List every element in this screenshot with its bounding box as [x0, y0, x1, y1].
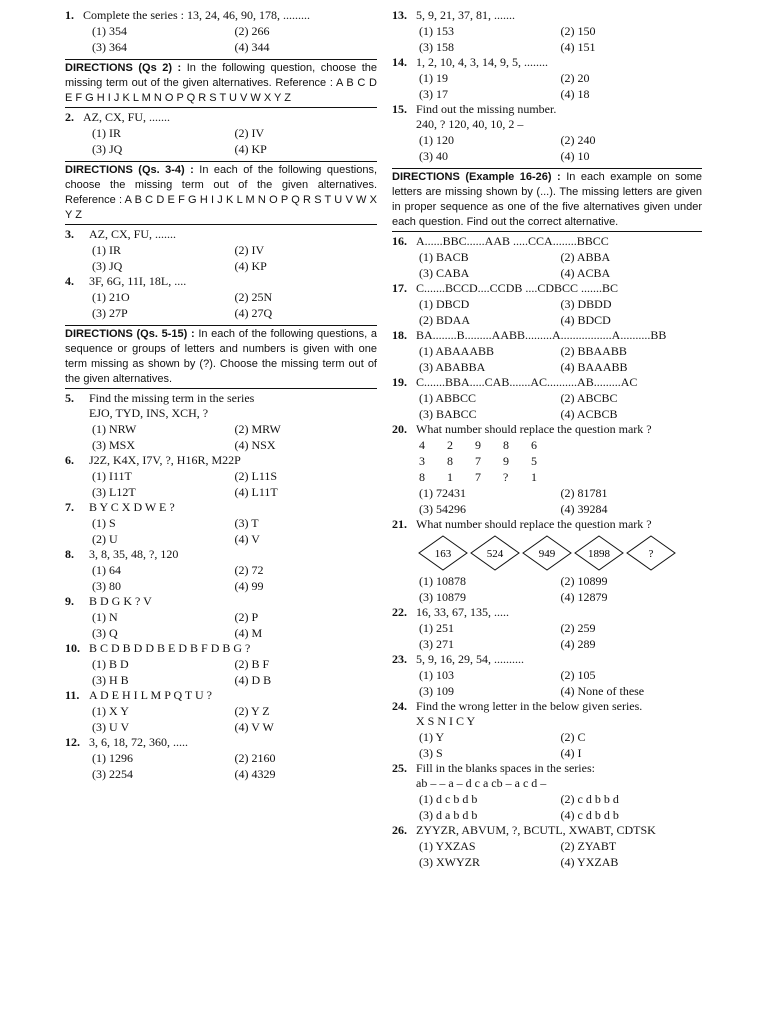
question-14 [392, 55, 702, 102]
question-12 [65, 735, 377, 782]
grid-cell: 5 [531, 454, 537, 468]
question-15 [392, 102, 702, 164]
diamond-label: 1898 [588, 548, 610, 560]
question-4 [65, 274, 377, 321]
option: (3) JQ [92, 259, 123, 273]
option: (1) 19 [419, 71, 448, 85]
options [392, 249, 702, 281]
options [392, 620, 702, 652]
option: (4) 151 [560, 40, 596, 54]
directions-q2 [65, 59, 377, 108]
option: (3) 10879 [419, 590, 466, 604]
question-23 [392, 652, 702, 699]
option: (3) 109 [419, 684, 454, 698]
option: (4) 289 [560, 637, 596, 651]
grid-cell: 4 [419, 438, 425, 452]
option: (2) 20 [560, 71, 590, 85]
question-8 [65, 547, 377, 594]
option: (2) 150 [560, 24, 596, 38]
option: (1) 10878 [419, 574, 466, 588]
option: (3) MSX [92, 438, 136, 452]
options [65, 125, 377, 157]
options [65, 703, 377, 735]
option: (3) XWYZR [419, 855, 480, 869]
option: (3) d a b d b [419, 808, 478, 822]
option: (2) 81781 [560, 486, 608, 500]
option: (3) T [234, 516, 259, 530]
option: (3) CABA [419, 266, 470, 280]
question-number: 12. [65, 735, 80, 749]
question-10 [65, 641, 377, 688]
options [65, 562, 377, 594]
question-number: 22. [392, 605, 407, 619]
option: (3) 271 [419, 637, 454, 651]
diamond-label: 949 [538, 548, 556, 560]
options [392, 23, 702, 55]
options [392, 132, 702, 164]
question-17 [392, 281, 702, 328]
question-number: 25. [392, 761, 407, 775]
option: (3) JQ [92, 142, 123, 156]
question-number: 17. [392, 281, 407, 295]
option: (4) KP [234, 259, 267, 273]
option: (1) 153 [419, 24, 454, 38]
diamond-label: 524 [486, 548, 504, 560]
directions-text: In each of the following questions, a sequence or groups of letters and numbers is given with one term missing as shown by (?). Choose the missing term out of the given alternatives. [65, 328, 377, 385]
options [392, 70, 702, 102]
question-sub: X S N I C Y [416, 714, 476, 728]
question-sub: 240, ? 120, 40, 10, 2 – [416, 117, 524, 131]
question-sub: ab – – a – d c a cb – a c d – [416, 776, 547, 790]
option: (3) BABCC [419, 407, 477, 421]
option: (2) P [234, 610, 259, 624]
option: (3) H B [92, 673, 129, 687]
option: (4) 12879 [560, 590, 608, 604]
option: (2) 266 [234, 24, 270, 38]
option: (1) ABBCC [419, 391, 477, 405]
option: (4) ACBCB [560, 407, 618, 421]
question-stem: B Y C X D W E ? [89, 500, 175, 514]
option: (4) 27Q [234, 306, 273, 320]
question-number: 4. [65, 274, 74, 288]
option: (1) I11T [92, 469, 132, 483]
options [392, 838, 702, 870]
options [65, 515, 377, 547]
question-number: 20. [392, 422, 407, 436]
option: (4) L11T [234, 485, 278, 499]
question-3 [65, 227, 377, 274]
right-column [392, 8, 702, 870]
option: (2) BDAA [419, 313, 470, 327]
question-sub: EJO, TYD, INS, XCH, ? [89, 406, 209, 420]
directions-text: In each example on some letters are missing shown by (...). The missing letters are given in proper sequence as one of the five alternatives given under each question. Find out the correct alternative. [392, 171, 702, 228]
option: (4) V [234, 532, 260, 546]
question-1 [65, 8, 377, 55]
option: (3) 27P [92, 306, 128, 320]
option: (3) L12T [92, 485, 136, 499]
directions-text: In the following question, choose the missing term out of the given alternatives. Reference : A B C D E F G H I J K L M N O P Q R S T U V W X Y Z [65, 62, 377, 104]
option: (2) 2160 [234, 751, 276, 765]
option: (4) 18 [560, 87, 590, 101]
question-22 [392, 605, 702, 652]
question-stem: ZYYZR, ABVUM, ?, BCUTL, XWABT, CDTSK [416, 823, 656, 837]
question-16 [392, 234, 702, 281]
question-stem: Complete the series : 13, 24, 46, 90, 178, ......... [83, 8, 310, 22]
option: (4) ACBA [560, 266, 611, 280]
grid-cell: 9 [475, 438, 481, 452]
grid-cell: ? [503, 470, 509, 484]
option: (4) V W [234, 720, 274, 734]
question-20 [392, 422, 702, 517]
directions-q5-15 [65, 325, 377, 389]
question-stem: Find out the missing number. [416, 102, 557, 116]
question-number: 2. [65, 110, 74, 124]
question-number: 14. [392, 55, 407, 69]
option: (1) S [92, 516, 116, 530]
grid-cell: 2 [447, 438, 453, 452]
option: (4) 10 [560, 149, 590, 163]
options [65, 421, 377, 453]
option: (3) 364 [92, 40, 127, 54]
options [65, 289, 377, 321]
question-stem: 5, 9, 21, 37, 81, ....... [416, 8, 515, 22]
option: (3) Q [92, 626, 118, 640]
question-number: 21. [392, 517, 407, 531]
directions-text: In each of the following questions, choose the missing term out of the given alternatives. Reference : A B C D E F G H I J K L M N O P Q R S T U V W X Y Z [65, 164, 377, 221]
option: (2) MRW [234, 422, 281, 436]
option: (2) B F [234, 657, 270, 671]
option: (3) 158 [419, 40, 454, 54]
option: (3) 80 [92, 579, 121, 593]
option: (1) 21O [92, 290, 130, 304]
question-stem: A......BBC......AAB .....CCA........BBCC [416, 234, 609, 248]
question-number: 15. [392, 102, 407, 116]
question-11 [65, 688, 377, 735]
question-24 [392, 699, 702, 761]
question-stem: What number should replace the question mark ? [416, 422, 652, 436]
options [65, 242, 377, 274]
question-number: 13. [392, 8, 407, 22]
option: (1) 103 [419, 668, 454, 682]
directions-q3-4 [65, 161, 377, 225]
option: (1) DBCD [419, 297, 470, 311]
question-stem: 1, 2, 10, 4, 3, 14, 9, 5, ........ [416, 55, 548, 69]
question-5 [65, 391, 377, 453]
option: (3) 40 [419, 149, 448, 163]
grid-cell: 1 [531, 470, 537, 484]
option: (4) c d b d b [560, 808, 619, 822]
diamond-shape [470, 535, 520, 571]
option: (2) 240 [560, 133, 596, 147]
option: (1) NRW [92, 422, 137, 436]
option: (1) YXZAS [419, 839, 476, 853]
grid-cell: 7 [475, 470, 481, 484]
option: (1) X Y [92, 704, 129, 718]
question-13 [392, 8, 702, 55]
option: (3) 17 [419, 87, 448, 101]
question-stem: J2Z, K4X, I7V, ?, H16R, M22P [89, 453, 241, 467]
diamond-shape [626, 535, 676, 571]
question-2 [65, 110, 377, 157]
question-number: 1. [65, 8, 74, 22]
question-stem: What number should replace the question mark ? [416, 517, 652, 531]
option: (3) S [419, 746, 443, 760]
option: (2) c d b b d [560, 792, 619, 806]
question-number: 9. [65, 594, 74, 608]
question-stem: BA........B.........AABB.........A.................A..........BB [416, 328, 667, 342]
diamond-sequence [392, 535, 702, 571]
option: (4) 39284 [560, 502, 608, 516]
option: (1) 120 [419, 133, 454, 147]
grid-cell: 8 [419, 470, 425, 484]
question-stem: 5, 9, 16, 29, 54, .......... [416, 652, 524, 666]
options [392, 573, 702, 605]
option: (1) IR [92, 243, 121, 257]
directions-heading: DIRECTIONS (Qs. 5-15) : [65, 328, 195, 340]
question-stem: 3, 6, 18, 72, 360, ..... [89, 735, 188, 749]
question-stem: Fill in the blanks spaces in the series: [416, 761, 595, 775]
question-7 [65, 500, 377, 547]
option: (4) NSX [234, 438, 276, 452]
grid-cell: 8 [503, 438, 509, 452]
left-column [65, 8, 377, 782]
option: (1) BACB [419, 250, 469, 264]
option: (2) BBAABB [560, 344, 627, 358]
option: (2) 105 [560, 668, 596, 682]
option: (1) ABAAABB [419, 344, 495, 358]
diamond-label: 163 [434, 548, 452, 560]
option: (2) IV [234, 126, 265, 140]
option: (4) 99 [234, 579, 264, 593]
options [392, 729, 702, 761]
option: (2) IV [234, 243, 265, 257]
question-25 [392, 761, 702, 823]
option: (4) I [560, 746, 582, 760]
option: (2) 10899 [560, 574, 608, 588]
options [392, 667, 702, 699]
option: (4) BAAABB [560, 360, 628, 374]
option: (4) D B [234, 673, 272, 687]
options [392, 343, 702, 375]
option: (4) M [234, 626, 263, 640]
option: (2) ABBA [560, 250, 611, 264]
question-stem: Find the missing term in the series [89, 391, 255, 405]
question-stem: B C D B D D B E D B F D B G ? [89, 641, 251, 655]
options [65, 609, 377, 641]
options [392, 296, 702, 328]
option: (3) DBDD [560, 297, 612, 311]
options [392, 485, 702, 517]
option: (1) d c b d b [419, 792, 478, 806]
question-stem: AZ, CX, FU, ....... [83, 110, 171, 124]
grid-cell: 9 [503, 454, 509, 468]
question-stem: C.......BBA.....CAB.......AC..........AB.........AC [416, 375, 638, 389]
question-number: 5. [65, 391, 74, 405]
option: (2) ABCBC [560, 391, 618, 405]
grid-cell: 8 [447, 454, 453, 468]
diamond-shape [574, 535, 624, 571]
option: (2) U [92, 532, 118, 546]
grid-cell: 1 [447, 470, 453, 484]
option: (1) 251 [419, 621, 454, 635]
option: (1) B D [92, 657, 129, 671]
option: (4) 344 [234, 40, 270, 54]
question-number: 18. [392, 328, 407, 342]
question-number: 11. [65, 688, 80, 702]
question-stem: A D E H I L M P Q T U ? [89, 688, 212, 702]
directions-q16-26 [392, 168, 702, 232]
directions-heading: DIRECTIONS (Qs 2) : [65, 62, 182, 74]
question-number: 16. [392, 234, 407, 248]
question-number: 10. [65, 641, 80, 655]
option: (2) 259 [560, 621, 596, 635]
grid-cell: 3 [419, 454, 425, 468]
question-number: 23. [392, 652, 407, 666]
option: (4) None of these [560, 684, 645, 698]
option: (1) 72431 [419, 486, 466, 500]
option: (2) C [560, 730, 586, 744]
option: (3) U V [92, 720, 130, 734]
question-number: 3. [65, 227, 74, 241]
option: (4) BDCD [560, 313, 611, 327]
question-stem: 3F, 6G, 11I, 18L, .... [89, 274, 187, 288]
question-stem: 16, 33, 67, 135, ..... [416, 605, 509, 619]
question-9 [65, 594, 377, 641]
options [65, 750, 377, 782]
question-stem: 3, 8, 35, 48, ?, 120 [89, 547, 179, 561]
option: (4) KP [234, 142, 267, 156]
option: (4) YXZAB [560, 855, 619, 869]
question-number: 7. [65, 500, 74, 514]
option: (2) 72 [234, 563, 264, 577]
question-stem: AZ, CX, FU, ....... [89, 227, 177, 241]
question-stem: C.......BCCD....CCDB ....CDBCC .......BC [416, 281, 619, 295]
number-grid [392, 437, 702, 485]
question-stem: B D G K ? V [89, 594, 152, 608]
option: (2) Y Z [234, 704, 270, 718]
options [65, 23, 377, 55]
option: (2) 25N [234, 290, 273, 304]
question-6 [65, 453, 377, 500]
question-number: 6. [65, 453, 74, 467]
directions-heading: DIRECTIONS (Example 16-26) : [392, 171, 561, 183]
options [392, 390, 702, 422]
question-19 [392, 375, 702, 422]
question-18 [392, 328, 702, 375]
option: (2) ZYABT [560, 839, 617, 853]
question-number: 26. [392, 823, 407, 837]
option: (1) 64 [92, 563, 121, 577]
question-stem: Find the wrong letter in the below given series. [416, 699, 643, 713]
option: (1) N [92, 610, 118, 624]
option: (3) 2254 [92, 767, 133, 781]
options [65, 468, 377, 500]
option: (1) Y [419, 730, 445, 744]
option: (1) 1296 [92, 751, 133, 765]
option: (4) 4329 [234, 767, 276, 781]
grid-cell: 7 [475, 454, 481, 468]
question-number: 19. [392, 375, 407, 389]
grid-cell: 6 [531, 438, 537, 452]
option: (2) L11S [234, 469, 278, 483]
question-number: 24. [392, 699, 407, 713]
diamond-shape [418, 535, 468, 571]
option: (3) ABABBA [419, 360, 486, 374]
question-26 [392, 823, 702, 870]
option: (1) IR [92, 126, 121, 140]
question-number: 8. [65, 547, 74, 561]
options [392, 791, 702, 823]
option: (3) 54296 [419, 502, 466, 516]
question-21 [392, 517, 702, 605]
options [65, 656, 377, 688]
diamond-shape [522, 535, 572, 571]
diamond-label: ? [648, 548, 654, 560]
directions-heading: DIRECTIONS (Qs. 3-4) : [65, 164, 194, 176]
option: (1) 354 [92, 24, 127, 38]
